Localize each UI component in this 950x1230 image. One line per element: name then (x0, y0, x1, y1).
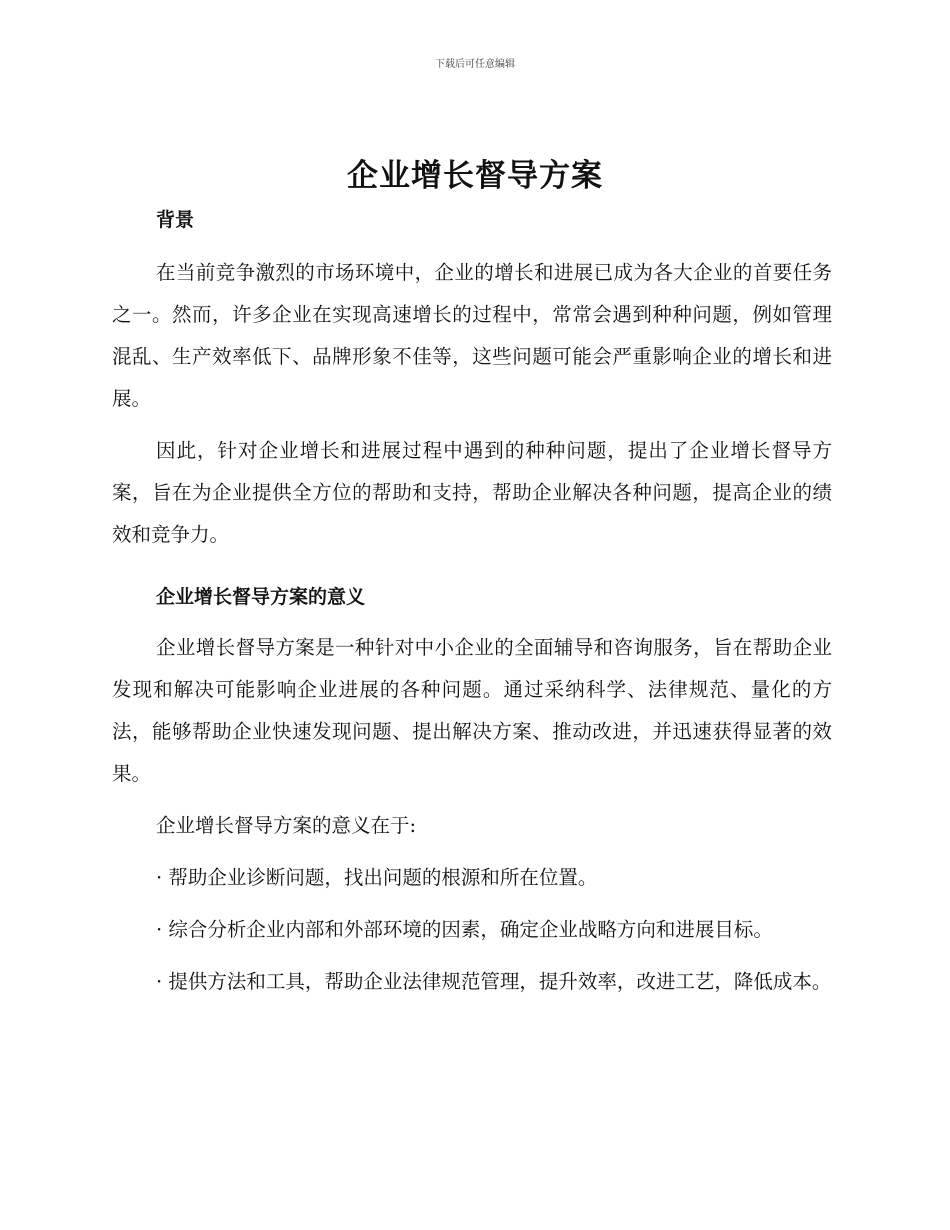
header-note: 下载后可任意编辑 (435, 59, 515, 70)
section-heading-significance: 企业增长督导方案的意义 (156, 586, 366, 608)
paragraph: 企业增长督导方案是一种针对中小企业的全面辅导和咨询服务，旨在帮助企业发现和解决可能影响企业进展的各种问题。通过采纳科学、法律规范、量化的方法，能够帮助企业快速发现问题、提出解决方案、推动改进，并迅速获得显著的效果。 (112, 636, 832, 785)
bullet-item: · 综合分析企业内部和外部环境的因素，确定企业战略方向和进展目标。 (156, 918, 773, 941)
document-title: 企业增长督导方案 (347, 158, 603, 194)
section-heading-background: 背景 (156, 209, 195, 231)
bullet-item: · 帮助企业诊断问题，找出问题的根源和所在位置。 (156, 866, 598, 889)
document-body (112, 205, 832, 1003)
bullet-item: · 提供方法和工具，帮助企业法律规范管理，提升效率，改进工艺，降低成本。 (156, 970, 832, 993)
paragraph: 因此，针对企业增长和进展过程中遇到的种种问题，提出了企业增长督导方案，旨在为企业提供全方位的帮助和支持，帮助企业解决各种问题，提高企业的绩效和竞争力。 (112, 439, 832, 546)
paragraph: 企业增长督导方案的意义在于: (156, 814, 417, 837)
paragraph: 在当前竞争激烈的市场环境中，企业的增长和进展已成为各大企业的首要任务之一。然而，许多企业在实现高速增长的过程中，常常会遇到种种问题，例如管理混乱、生产效率低下、品牌形象不佳等，这些问题可能会严重影响企业的增长和进展。 (112, 261, 832, 410)
